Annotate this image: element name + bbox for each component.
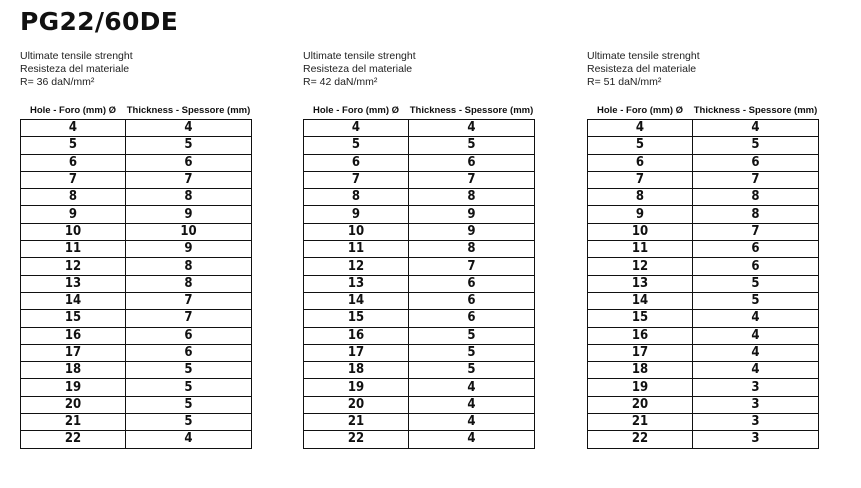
hole-diameter-cell: 22 [304, 431, 409, 448]
table-row [588, 275, 819, 292]
resistance-value: R= 36 daN/mm² [20, 76, 95, 88]
hole-diameter-cell: 17 [588, 344, 693, 361]
table-row [21, 327, 252, 344]
tensile-strength-label: Ultimate tensile strenght [303, 50, 416, 62]
table-row [304, 189, 535, 206]
hole-diameter-cell: 5 [588, 137, 693, 154]
hole-diameter-cell: 6 [588, 154, 693, 171]
hole-diameter-cell: 21 [588, 414, 693, 431]
hole-diameter-cell: 20 [304, 396, 409, 413]
hole-diameter-cell: 21 [304, 414, 409, 431]
thickness-cell: 3 [693, 431, 819, 448]
table-row [304, 310, 535, 327]
table-row [588, 327, 819, 344]
hole-diameter-cell: 7 [21, 171, 126, 188]
thickness-cell: 4 [693, 344, 819, 361]
table-row [304, 379, 535, 396]
hole-diameter-cell: 9 [304, 206, 409, 223]
table-row [21, 189, 252, 206]
thickness-cell: 7 [126, 292, 252, 309]
hole-diameter-cell: 5 [21, 137, 126, 154]
thickness-cell: 8 [409, 189, 535, 206]
hole-diameter-cell: 19 [304, 379, 409, 396]
table-row [588, 120, 819, 137]
table-block-r51 [587, 50, 818, 449]
header-thickness: Thickness - Spessore (mm) [409, 104, 534, 116]
thickness-cell: 4 [693, 327, 819, 344]
table-row [304, 120, 535, 137]
hole-diameter-cell: 4 [21, 120, 126, 137]
thickness-cell: 5 [693, 137, 819, 154]
thickness-cell: 6 [409, 292, 535, 309]
table-row [21, 344, 252, 361]
hole-diameter-cell: 13 [21, 275, 126, 292]
thickness-cell: 5 [126, 137, 252, 154]
thickness-cell: 5 [409, 362, 535, 379]
table-row [588, 223, 819, 240]
thickness-cell: 6 [409, 154, 535, 171]
table-row [588, 414, 819, 431]
hole-diameter-cell: 19 [588, 379, 693, 396]
hole-diameter-cell: 16 [21, 327, 126, 344]
thickness-cell: 4 [126, 431, 252, 448]
table-row [304, 396, 535, 413]
thickness-cell: 4 [409, 431, 535, 448]
hole-diameter-cell: 12 [304, 258, 409, 275]
hole-diameter-cell: 6 [304, 154, 409, 171]
hole-diameter-cell: 10 [588, 223, 693, 240]
table-row [21, 414, 252, 431]
thickness-cell: 6 [126, 154, 252, 171]
thickness-cell: 9 [126, 206, 252, 223]
table-row [588, 137, 819, 154]
thickness-cell: 9 [126, 241, 252, 258]
hole-diameter-cell: 17 [304, 344, 409, 361]
thickness-cell: 4 [409, 396, 535, 413]
table-row [588, 344, 819, 361]
thickness-cell: 4 [693, 362, 819, 379]
thickness-table [587, 103, 819, 449]
thickness-cell: 8 [126, 189, 252, 206]
thickness-cell: 4 [126, 120, 252, 137]
table-row [21, 292, 252, 309]
hole-diameter-cell: 18 [304, 362, 409, 379]
thickness-cell: 5 [126, 362, 252, 379]
table-row [588, 362, 819, 379]
resistance-value: R= 51 daN/mm² [587, 76, 662, 88]
table-row [304, 362, 535, 379]
table-block-r36 [20, 50, 251, 449]
table-row [304, 137, 535, 154]
table-row [588, 292, 819, 309]
page-title: PG22/60DE [20, 7, 179, 36]
table-row [21, 206, 252, 223]
table-row [588, 241, 819, 258]
hole-diameter-cell: 18 [21, 362, 126, 379]
hole-diameter-cell: 15 [588, 310, 693, 327]
material-resistance-label: Resisteza del materiale [20, 63, 130, 75]
hole-diameter-cell: 12 [588, 258, 693, 275]
hole-diameter-cell: 14 [304, 292, 409, 309]
table-row [588, 171, 819, 188]
hole-diameter-cell: 10 [304, 223, 409, 240]
table-row [588, 379, 819, 396]
table-row [304, 275, 535, 292]
hole-diameter-cell: 8 [21, 189, 126, 206]
thickness-cell: 7 [693, 171, 819, 188]
table-row [21, 137, 252, 154]
hole-diameter-cell: 13 [304, 275, 409, 292]
hole-diameter-cell: 19 [21, 379, 126, 396]
hole-diameter-cell: 10 [21, 223, 126, 240]
material-resistance-label: Resisteza del materiale [303, 63, 413, 75]
table-row [21, 223, 252, 240]
thickness-cell: 10 [126, 223, 252, 240]
table-row [588, 258, 819, 275]
hole-diameter-cell: 14 [21, 292, 126, 309]
thickness-cell: 3 [693, 379, 819, 396]
thickness-cell: 8 [409, 241, 535, 258]
hole-diameter-cell: 22 [588, 431, 693, 448]
header-hole: Hole - Foro (mm) Ø [312, 104, 400, 116]
hole-diameter-cell: 12 [21, 258, 126, 275]
table-row [21, 171, 252, 188]
header-hole: Hole - Foro (mm) Ø [29, 104, 117, 116]
table-row [21, 275, 252, 292]
thickness-cell: 4 [409, 120, 535, 137]
material-description [587, 50, 818, 89]
material-resistance-label: Resisteza del materiale [587, 63, 697, 75]
table-row [304, 344, 535, 361]
hole-diameter-cell: 4 [304, 120, 409, 137]
thickness-cell: 3 [693, 396, 819, 413]
thickness-cell: 6 [693, 154, 819, 171]
table-row [304, 414, 535, 431]
hole-diameter-cell: 16 [304, 327, 409, 344]
thickness-cell: 5 [693, 275, 819, 292]
thickness-cell: 5 [126, 414, 252, 431]
material-description [303, 50, 534, 89]
table-block-r42 [303, 50, 534, 449]
table-row [304, 292, 535, 309]
table-row [588, 189, 819, 206]
thickness-cell: 5 [409, 137, 535, 154]
hole-diameter-cell: 11 [588, 241, 693, 258]
thickness-cell: 5 [409, 344, 535, 361]
thickness-cell: 3 [693, 414, 819, 431]
thickness-cell: 4 [409, 414, 535, 431]
thickness-table [303, 103, 535, 449]
thickness-cell: 8 [126, 258, 252, 275]
header-thickness: Thickness - Spessore (mm) [126, 104, 251, 116]
hole-diameter-cell: 20 [21, 396, 126, 413]
hole-diameter-cell: 4 [588, 120, 693, 137]
resistance-value: R= 42 daN/mm² [303, 76, 378, 88]
hole-diameter-cell: 21 [21, 414, 126, 431]
thickness-cell: 5 [126, 396, 252, 413]
table-row [21, 154, 252, 171]
tensile-strength-label: Ultimate tensile strenght [587, 50, 700, 62]
hole-diameter-cell: 15 [21, 310, 126, 327]
thickness-cell: 5 [693, 292, 819, 309]
thickness-cell: 6 [126, 327, 252, 344]
thickness-cell: 6 [126, 344, 252, 361]
hole-diameter-cell: 13 [588, 275, 693, 292]
thickness-cell: 6 [409, 310, 535, 327]
hole-diameter-cell: 8 [588, 189, 693, 206]
thickness-cell: 8 [693, 206, 819, 223]
table-row [588, 431, 819, 448]
table-row [304, 171, 535, 188]
thickness-cell: 7 [126, 171, 252, 188]
hole-diameter-cell: 11 [21, 241, 126, 258]
hole-diameter-cell: 17 [21, 344, 126, 361]
thickness-table [20, 103, 252, 449]
thickness-cell: 7 [126, 310, 252, 327]
thickness-cell: 8 [693, 189, 819, 206]
thickness-cell: 9 [409, 223, 535, 240]
thickness-cell: 7 [409, 258, 535, 275]
thickness-cell: 5 [409, 327, 535, 344]
table-row [588, 154, 819, 171]
hole-diameter-cell: 14 [588, 292, 693, 309]
hole-diameter-cell: 7 [304, 171, 409, 188]
thickness-cell: 4 [409, 379, 535, 396]
thickness-cell: 6 [409, 275, 535, 292]
hole-diameter-cell: 18 [588, 362, 693, 379]
table-row [304, 154, 535, 171]
hole-diameter-cell: 16 [588, 327, 693, 344]
tensile-strength-label: Ultimate tensile strenght [20, 50, 133, 62]
thickness-cell: 7 [409, 171, 535, 188]
hole-diameter-cell: 22 [21, 431, 126, 448]
hole-diameter-cell: 8 [304, 189, 409, 206]
table-row [588, 396, 819, 413]
table-row [21, 396, 252, 413]
table-row [588, 310, 819, 327]
table-row [304, 327, 535, 344]
hole-diameter-cell: 20 [588, 396, 693, 413]
thickness-cell: 5 [126, 379, 252, 396]
material-description [20, 50, 251, 89]
hole-diameter-cell: 15 [304, 310, 409, 327]
table-row [304, 223, 535, 240]
table-row [21, 431, 252, 448]
thickness-cell: 7 [693, 223, 819, 240]
hole-diameter-cell: 6 [21, 154, 126, 171]
hole-diameter-cell: 9 [21, 206, 126, 223]
table-row [21, 362, 252, 379]
hole-diameter-cell: 11 [304, 241, 409, 258]
header-thickness: Thickness - Spessore (mm) [693, 104, 818, 116]
table-row [21, 120, 252, 137]
thickness-cell: 9 [409, 206, 535, 223]
thickness-cell: 8 [126, 275, 252, 292]
header-hole: Hole - Foro (mm) Ø [596, 104, 684, 116]
table-row [588, 206, 819, 223]
table-row [304, 431, 535, 448]
thickness-cell: 4 [693, 120, 819, 137]
table-row [21, 241, 252, 258]
thickness-cell: 4 [693, 310, 819, 327]
hole-diameter-cell: 7 [588, 171, 693, 188]
table-row [304, 258, 535, 275]
table-row [304, 206, 535, 223]
table-row [21, 258, 252, 275]
hole-diameter-cell: 5 [304, 137, 409, 154]
thickness-cell: 6 [693, 258, 819, 275]
hole-diameter-cell: 9 [588, 206, 693, 223]
thickness-cell: 6 [693, 241, 819, 258]
table-row [21, 310, 252, 327]
table-row [21, 379, 252, 396]
table-row [304, 241, 535, 258]
